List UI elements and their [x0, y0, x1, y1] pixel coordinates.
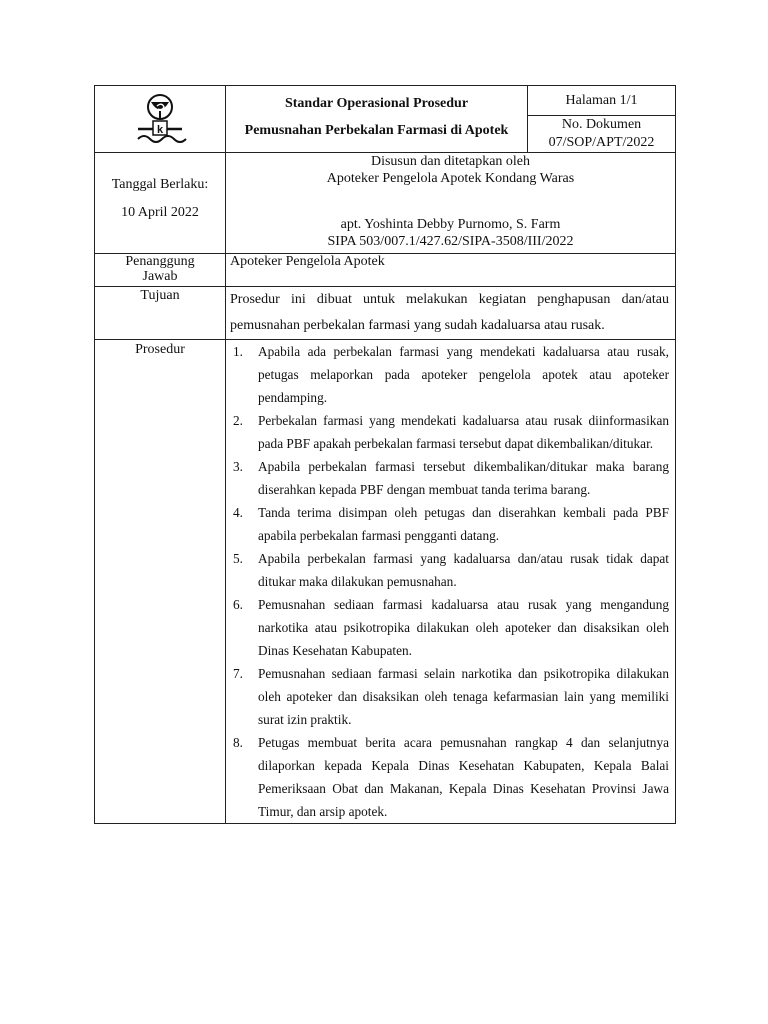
step-number: 7. [233, 666, 243, 681]
list-item [226, 662, 669, 731]
logo-cell [95, 86, 226, 153]
step-text: Apabila perbekalan farmasi tersebut dikembalikan/ditukar maka barang diserahkan kepada PBF dengan membuat tanda terima barang. [258, 459, 669, 497]
validity-date: 10 April 2022 [121, 205, 199, 220]
document-subject-title: Pemusnahan Perbekalan Farmasi di Apotek [244, 123, 509, 138]
list-item [226, 731, 669, 823]
document-number-cell [528, 116, 676, 153]
svg-text:k: k [156, 123, 164, 136]
step-number: 3. [233, 459, 243, 474]
list-item [226, 455, 669, 501]
list-item [226, 593, 669, 662]
step-text: Apabila perbekalan farmasi yang kadaluarsa dan/atau rusak tidak dapat ditukar maka dilakukan pemusnahan. [258, 551, 669, 589]
step-number: 6. [233, 597, 243, 612]
procedure-label: Prosedur [95, 340, 226, 824]
document-number-label: No. Dokumen [561, 117, 642, 132]
signatory-sipa: SIPA 503/007.1/427.62/SIPA-3508/III/2022 [327, 234, 574, 249]
validity-cell [95, 153, 226, 254]
list-item [226, 501, 669, 547]
signatory-cell [226, 153, 676, 254]
title-cell [226, 86, 528, 153]
signatory-line2: Apoteker Pengelola Apotek Kondang Waras [326, 171, 575, 186]
step-text: Pemusnahan sediaan farmasi kadaluarsa atau rusak yang mengandung narkotika atau psikotropika dilakukan oleh apoteker dan disaksikan oleh Dinas Kesehatan Kabupaten. [258, 597, 669, 658]
page-number: Halaman 1/1 [528, 86, 676, 116]
procedure-steps-cell [226, 340, 676, 824]
step-number: 1. [233, 344, 243, 359]
step-text: Petugas membuat berita acara pemusnahan rangkap 4 dan selanjutnya dilaporkan kepada Kepala Dinas Kesehatan Kabupaten, Kepala Balai Pemeriksaan Obat dan Makanan, Kepala Dinas Kesehatan Provinsi Jawa Timur, dan arsip apotek. [258, 735, 669, 819]
step-number: 8. [233, 735, 243, 750]
list-item [226, 547, 669, 593]
signatory-name: apt. Yoshinta Debby Purnomo, S. Farm [340, 217, 561, 232]
procedure-list [226, 340, 675, 823]
step-number: 2. [233, 413, 243, 428]
step-number: 5. [233, 551, 243, 566]
responsible-value: Apoteker Pengelola Apotek [226, 254, 676, 287]
signatory-line1: Disusun dan ditetapkan oleh [370, 154, 531, 169]
step-text: Tanda terima disimpan oleh petugas dan diserahkan kembali pada PBF apabila perbekalan farmasi pengganti datang. [258, 505, 669, 543]
list-item [226, 409, 669, 455]
step-number: 4. [233, 505, 243, 520]
responsible-label-cell [95, 254, 226, 287]
validity-label: Tanggal Berlaku: [111, 177, 209, 192]
step-text: Perbekalan farmasi yang mendekati kadaluarsa atau rusak diinformasikan pada PBF apakah perbekalan farmasi tersebut dapat dikembalikan/ditukar. [258, 413, 669, 451]
purpose-text: Prosedur ini dibuat untuk melakukan kegiatan penghapusan dan/atau pemusnahan perbekalan farmasi yang sudah kadaluarsa atau rusak. [226, 287, 676, 340]
step-text: Apabila ada perbekalan farmasi yang mendekati kadaluarsa atau rusak, petugas melaporkan pada apoteker pengelola apotek atau apoteker pendamping. [258, 344, 669, 405]
document-number-value: 07/SOP/APT/2022 [548, 135, 655, 150]
sop-table [94, 85, 676, 824]
responsible-label-line1: Penanggung [125, 254, 195, 269]
pharmacy-logo-icon [130, 93, 190, 149]
purpose-label: Tujuan [95, 287, 226, 340]
list-item [226, 340, 669, 409]
responsible-label-line2: Jawab [142, 269, 178, 284]
step-text: Pemusnahan sediaan farmasi selain narkotika dan psikotropika dilakukan oleh apoteker dan disaksikan oleh tenaga kefarmasian lain yang memiliki surat izin praktik. [258, 666, 669, 727]
document-type-title: Standar Operasional Prosedur [284, 96, 469, 111]
